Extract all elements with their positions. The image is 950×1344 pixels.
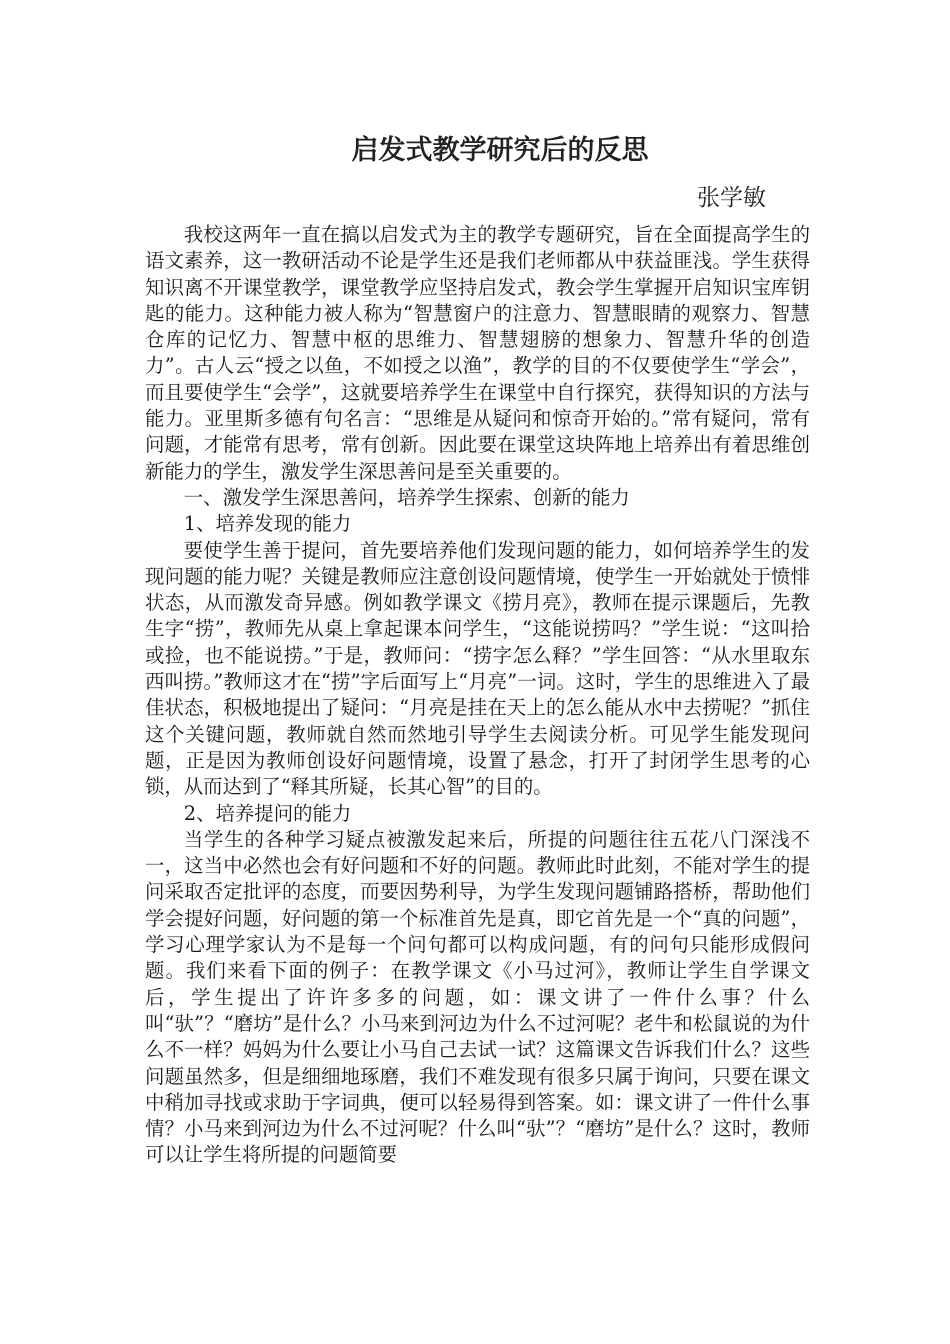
paragraph-questioning: 当学生的各种学习疑点被激发起来后，所提的问题往往五花八门深浅不一，这当中必然也会有好问题和不好的问题。教师此时此刻，不能对学生的提问采取否定批评的态度，而要因势利导，为学生发现问题铺路搭桥，帮助他们学会提好问题，好问题的第一个标准首先是真，即它首先是一个“真的问题”，学习心理学家认为不是每一个问句都可以构成问题，有的问句只能形成假问题。我们来看下面的例子：在教学课文《小马过河》，教师让学生自学课文后，学生提出了许许多多的问题，如：课文讲了一件什么事？什么叫“驮”？“磨坊”是什么？小马来到河边为什么不过河呢？老牛和松鼠说的为什么不一样？妈妈为什么要让小马自己去试一试？这篇课文告诉我们什么？这些问题虽然多，但是细细地琢磨，我们不难发现有很多只属于询问，只要在课文中稍加寻找或求助于字词典，便可以轻易得到答案。如：课文讲了一件什么事情？小马来到河边为什么不过河呢？什么叫“驮”？“磨坊”是什么？这时，教师可以让学生将所提的问题简要 <box>145 827 810 1167</box>
document-title: 启发式教学研究后的反思 <box>351 135 649 166</box>
author-name: 张学敏 <box>697 185 766 211</box>
document-body <box>145 222 810 1169</box>
paragraph-intro: 我校这两年一直在搞以启发式为主的教学专题研究，旨在全面提高学生的语文素养，这一教研活动不论是学生还是我们老师都从中获益匪浅。学生获得知识离不开课堂教学，课堂教学应坚持启发式，教会学生掌握开启知识宝库钥匙的能力。这种能力被人称为“智慧窗户的注意力、智慧眼睛的观察力、智慧仓库的记忆力、智慧中枢的思维力、智慧翅膀的想象力、智慧升华的创造力”。古人云“授之以鱼，不如授之以渔”，教学的目的不仅要使学生“学会”，而且要使学生“会学”，这就要培养学生在课堂中自行探究，获得知识的方法与能力。亚里斯多德有句名言：“思维是从疑问和惊奇开始的。”常有疑问，常有问题，才能常有思考，常有创新。因此要在课堂这块阵地上培养出有着思维创新能力的学生，激发学生深思善问是至关重要的。 <box>145 223 810 483</box>
paragraph-discovery: 要使学生善于提问，首先要培养他们发现问题的能力，如何培养学生的发现问题的能力呢？关键是教师应注意创设问题情境，使学生一开始就处于愤悱状态，从而激发奇异感。例如教学课文《捞月亮》，教师在提示课题后，先教生字“捞”，教师先从桌上拿起课本问学生，“这能说捞吗？”学生说：“这叫拾或捡，也不能说捞。”于是，教师问：“捞字怎么释？”学生回答：“从水里取东西叫捞。”教师这才在“捞”字后面写上“月亮”一词。这时，学生的思维进入了最佳状态，积极地提出了疑问：“月亮是挂在天上的怎么能从水中去捞呢？”抓住这个关键问题，教师就自然而然地引导学生去阅读分析。可见学生能发现问题，正是因为教师创设好问题情境，设置了悬念，打开了封闭学生思考的心锁，从而达到了“释其所疑，长其心智”的目的。 <box>145 538 810 799</box>
section-heading: 一、激发学生深思善问，培养学生探索、创新的能力 <box>183 485 630 509</box>
subsection-heading: 2、培养提问的能力 <box>183 801 352 825</box>
subsection-heading: 1、培养发现的能力 <box>183 512 352 536</box>
